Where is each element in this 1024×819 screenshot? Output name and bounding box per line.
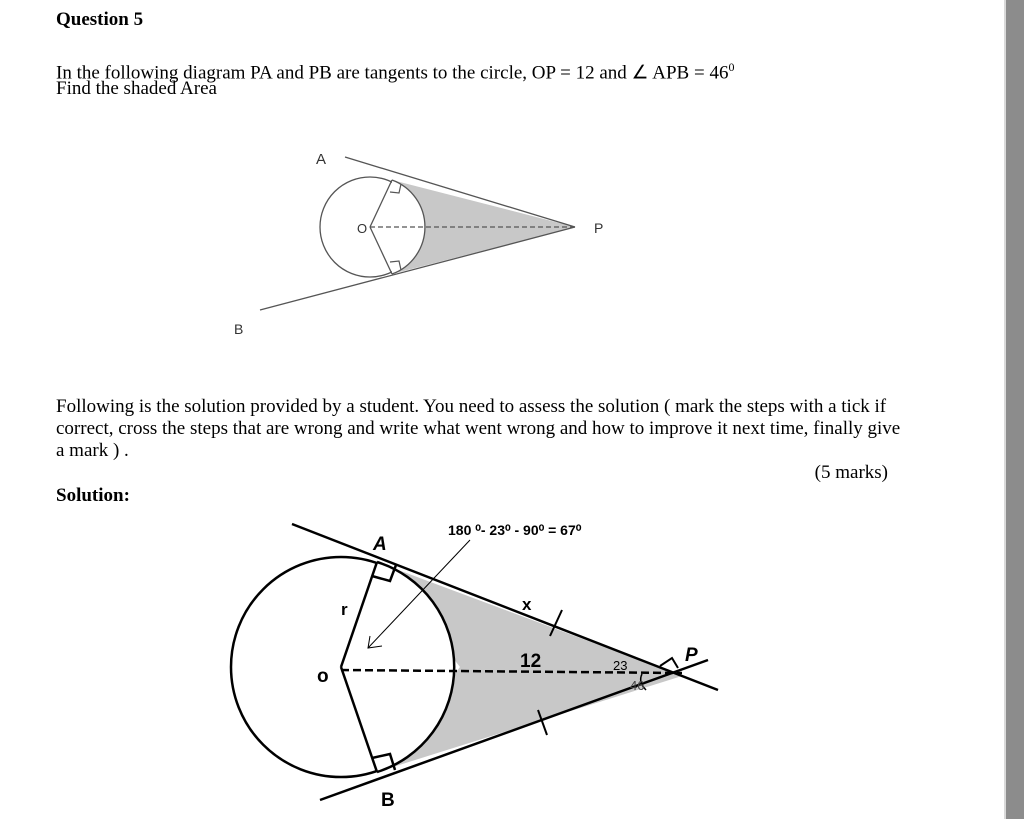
- label-o: O: [357, 221, 368, 236]
- angle-arc-23: [660, 658, 678, 668]
- solution-label-a: A: [373, 534, 387, 555]
- label-b: B: [234, 321, 244, 337]
- solution-label-x: x: [522, 595, 532, 614]
- question-text-prefix: In the following diagram PA and PB are tangents to the circle, OP = 12 and: [56, 62, 632, 84]
- question-title: Question 5: [56, 9, 144, 30]
- angle-symbol: ∠: [631, 62, 649, 84]
- solution-label-p: P: [685, 645, 698, 666]
- degree-mark: 0: [728, 60, 735, 74]
- label-p: P: [594, 220, 604, 236]
- solution-heading: Solution:: [56, 485, 130, 506]
- instructions-text: Following is the solution provided by a student. You need to assess the solution ( mark the steps with a tick if correct, cross the steps that are wrong and write what went wrong and how to improve it next time, finally give a mark ) .: [56, 396, 901, 461]
- solution-angle-46: 46: [630, 678, 645, 693]
- solution-label-r: r: [341, 600, 348, 619]
- question-angle-text: APB = 46: [648, 62, 729, 84]
- question-diagram: [220, 140, 620, 350]
- radius-oa: [370, 180, 392, 227]
- solution-label-b: B: [381, 790, 395, 811]
- radius-ob: [370, 227, 392, 274]
- solution-label-12: 12: [520, 651, 542, 672]
- solution-label-o: o: [317, 666, 329, 687]
- solution-radius-ob: [341, 667, 377, 772]
- vertical-scrollbar[interactable]: [1004, 0, 1024, 819]
- solution-diagram: [220, 510, 750, 815]
- marks-label: (5 marks): [814, 462, 888, 483]
- label-a: A: [316, 151, 327, 168]
- solution-angle-23: 23: [613, 658, 628, 673]
- solution-angle-annotation: 180 ⁰- 23⁰ - 90⁰ = 67⁰: [448, 522, 582, 538]
- question-text-line2: Find the shaded Area: [56, 78, 217, 99]
